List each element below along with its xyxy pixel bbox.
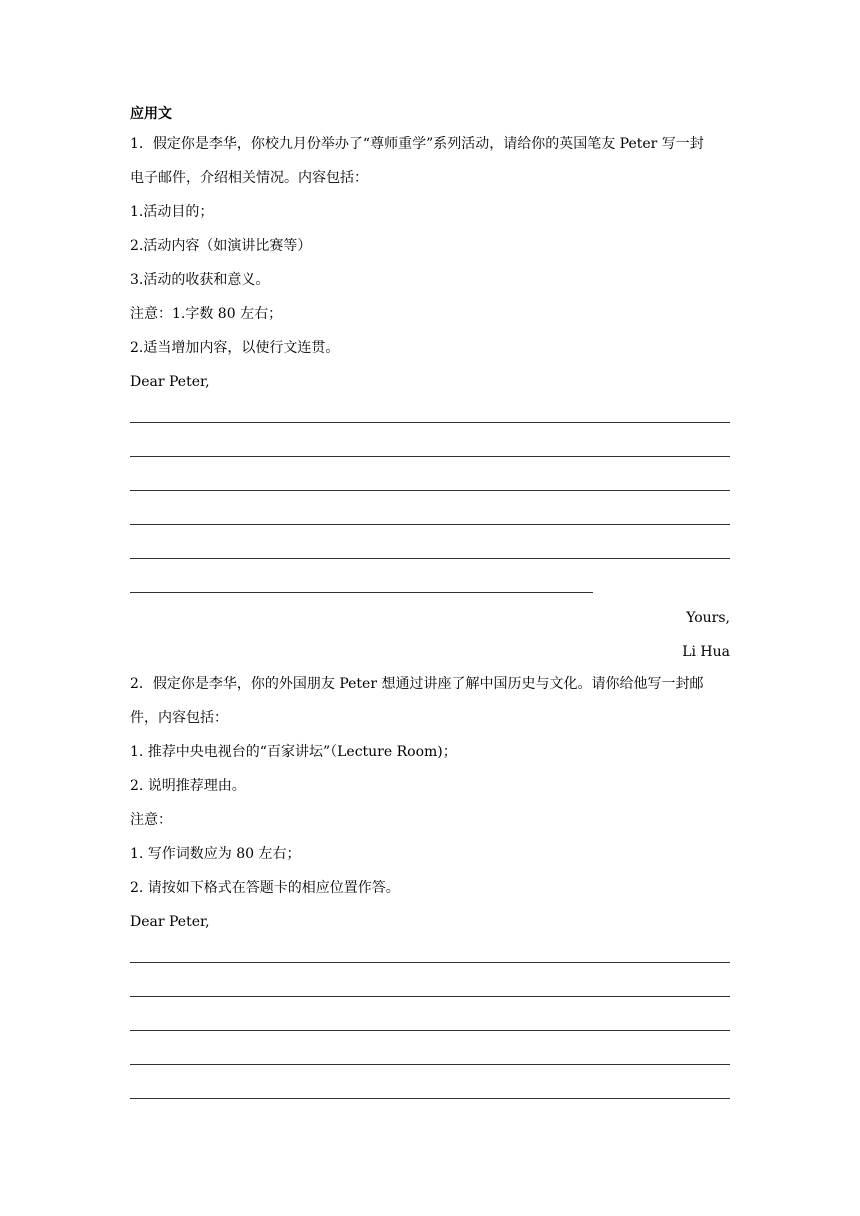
q2-answer-line: [130, 1098, 730, 1099]
q2-answer-line: [130, 1064, 730, 1065]
q1-item-1: 1.活动目的；: [130, 204, 214, 220]
q1-note-line2: 2.适当增加内容，以使行文连贯。: [130, 340, 340, 356]
q1-signature: Li Hua: [682, 644, 730, 660]
q2-greeting: Dear Peter,: [130, 914, 210, 930]
q1-answer-line: [130, 456, 730, 457]
q1-answer-line: [130, 490, 730, 491]
q2-answer-line: [130, 996, 730, 997]
q1-answer-line: [130, 558, 730, 559]
q1-greeting: Dear Peter,: [130, 374, 210, 390]
q1-closing: Yours,: [686, 610, 730, 626]
q2-note-1: 1. 写作词数应为 80 左右；: [130, 846, 301, 862]
q1-note-line1: 注意：1.字数 80 左右；: [130, 306, 283, 322]
q1-item-3: 3.活动的收获和意义。: [130, 272, 270, 288]
q1-answer-line: [130, 524, 730, 525]
q2-prompt-line2: 件，内容包括：: [130, 710, 228, 726]
q2-note-2: 2. 请按如下格式在答题卡的相应位置作答。: [130, 880, 400, 896]
q2-note-title: 注意：: [130, 812, 172, 828]
q1-prompt-line2: 电子邮件，介绍相关情况。内容包括：: [130, 170, 368, 186]
q2-answer-line: [130, 962, 730, 963]
q2-prompt-line1: 2．假定你是李华，你的外国朋友 Peter 想通过讲座了解中国历史与文化。请你给他写一封邮: [130, 676, 704, 692]
q2-answer-line: [130, 1030, 730, 1031]
q1-answer-line: [130, 422, 730, 423]
q2-item-1: 1. 推荐中央电视台的“百家讲坛”（Lecture Room)；: [130, 744, 457, 760]
q1-item-2: 2.活动内容（如演讲比赛等）: [130, 238, 312, 254]
q2-item-2: 2. 说明推荐理由。: [130, 778, 246, 794]
q1-answer-line-short: [130, 592, 593, 593]
q1-prompt-line1: 1．假定你是李华，你校九月份举办了“尊师重学”系列活动，请给你的英国笔友 Peter 写一封: [130, 136, 704, 152]
section-title: 应用文: [130, 106, 172, 122]
